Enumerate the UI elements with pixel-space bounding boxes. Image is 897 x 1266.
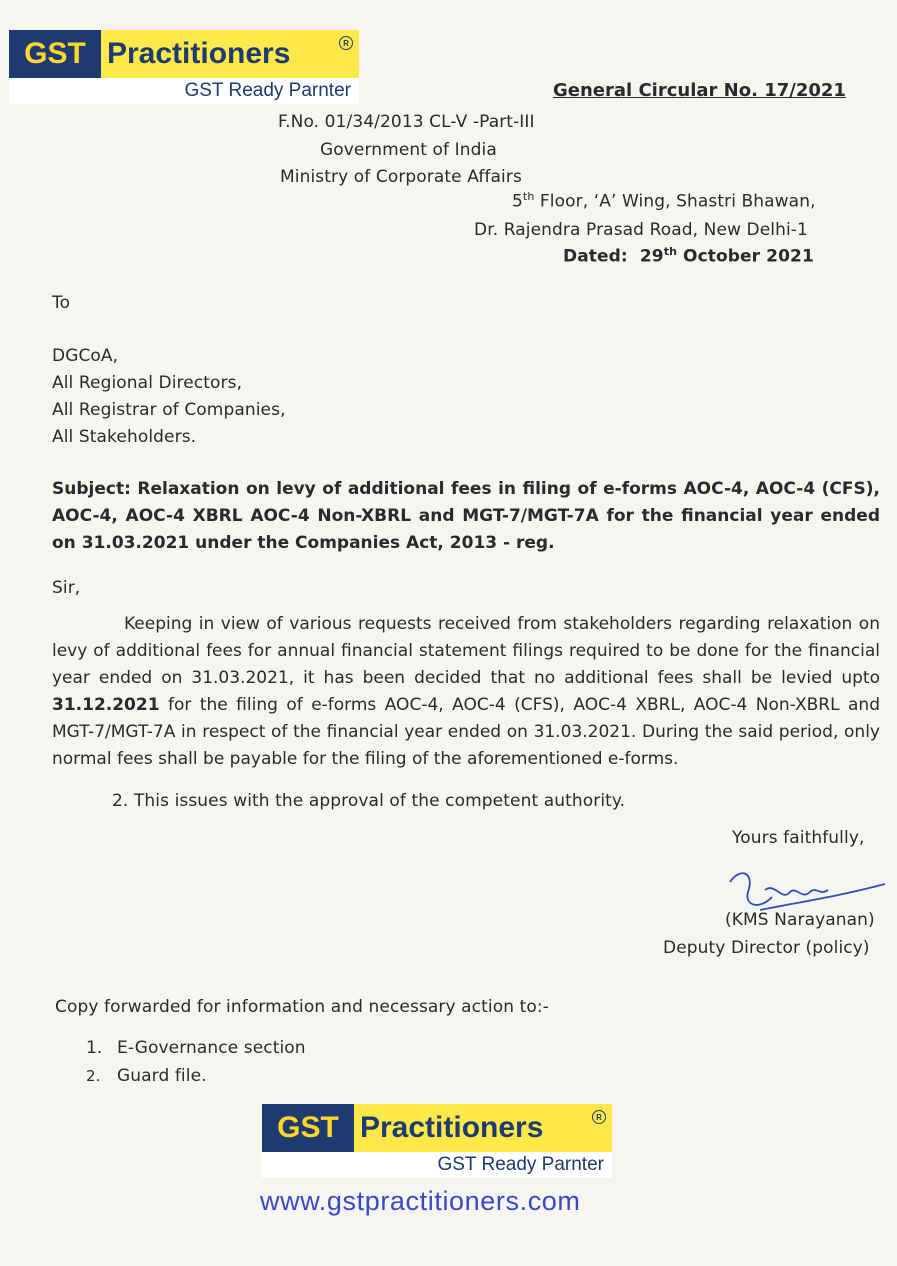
recipient-line: All Stakeholders. (52, 427, 197, 447)
to-label: To (52, 293, 71, 313)
file-number: F.No. 01/34/2013 CL-V -Part-III (278, 112, 535, 132)
closing-line: Yours faithfully, (732, 828, 865, 848)
dated-line: Dated: 29th October 2021 (563, 245, 814, 267)
address-line-2: Dr. Rajendra Prasad Road, New Delhi-1 (474, 220, 808, 240)
deadline-date: 31.12.2021 (52, 695, 160, 715)
signatory-name: (KMS Narayanan) (725, 910, 875, 930)
copy-heading: Copy forwarded for information and necessary action to:- (55, 997, 549, 1017)
copy-item-num: 2. (86, 1067, 101, 1085)
logo-tagline: GST Ready Parnter (262, 1152, 612, 1178)
subject-block: Subject: Relaxation on levy of additional fees in filing of e-forms AOC-4, AOC-4 (CFS), AOC-4, AOC-4 XBRL AOC-4 Non-XBRL and MGT-7/MGT-7A for the financial year ended on 31.03.2021 under the Companies Act, 2013 - reg. (52, 479, 880, 553)
address-line-1: 5th Floor, ‘A’ Wing, Shastri Bhawan, (512, 190, 816, 212)
logo-gst-text: GST (262, 1104, 354, 1152)
brand-logo-top (9, 30, 359, 104)
body-paragraph-2: 2. This issues with the approval of the competent authority. (112, 791, 626, 811)
recipient-line: All Regional Directors, (52, 373, 243, 393)
brand-logo-bottom (262, 1104, 612, 1178)
recipient-line: DGCoA, (52, 346, 119, 366)
copy-item: E-Governance section (117, 1038, 306, 1058)
logo-practitioners-text: Practitioners (107, 37, 291, 70)
website-link[interactable]: www.gstpractitioners.com (260, 1186, 581, 1216)
registered-mark-icon: R (592, 1110, 606, 1124)
recipient-line: All Registrar of Companies, (52, 400, 286, 420)
logo-gst-text: GST (9, 30, 101, 78)
signatory-designation: Deputy Director (policy) (663, 938, 870, 958)
copy-item-num: 1. (86, 1038, 103, 1058)
government-label: Government of India (320, 140, 497, 160)
copy-item: Guard file. (117, 1066, 207, 1086)
logo-practitioners-text: Practitioners (360, 1111, 544, 1144)
logo-tagline: GST Ready Parnter (9, 78, 359, 104)
registered-mark-icon: R (339, 36, 353, 50)
ministry-label: Ministry of Corporate Affairs (280, 167, 522, 187)
circular-number: General Circular No. 17/2021 (553, 80, 846, 101)
body-paragraph-1: Keeping in view of various requests received from stakeholders regarding relaxation on levy of additional fees for annual financial statement filings required to be done for the financial year ended on 31.03.2021, it has been decided that no additional fees shall be levied upto 31.12.2021 for the filing of e-forms AOC-4, AOC-4 (CFS), AOC-4 XBRL, AOC-4 Non-XBRL and MGT-7/MGT-7A in respect of the financial year ended on 31.03.2021. During the said period, only normal fees shall be payable for the filing of the aforementioned e-forms. (52, 614, 880, 769)
salutation: Sir, (52, 578, 81, 598)
